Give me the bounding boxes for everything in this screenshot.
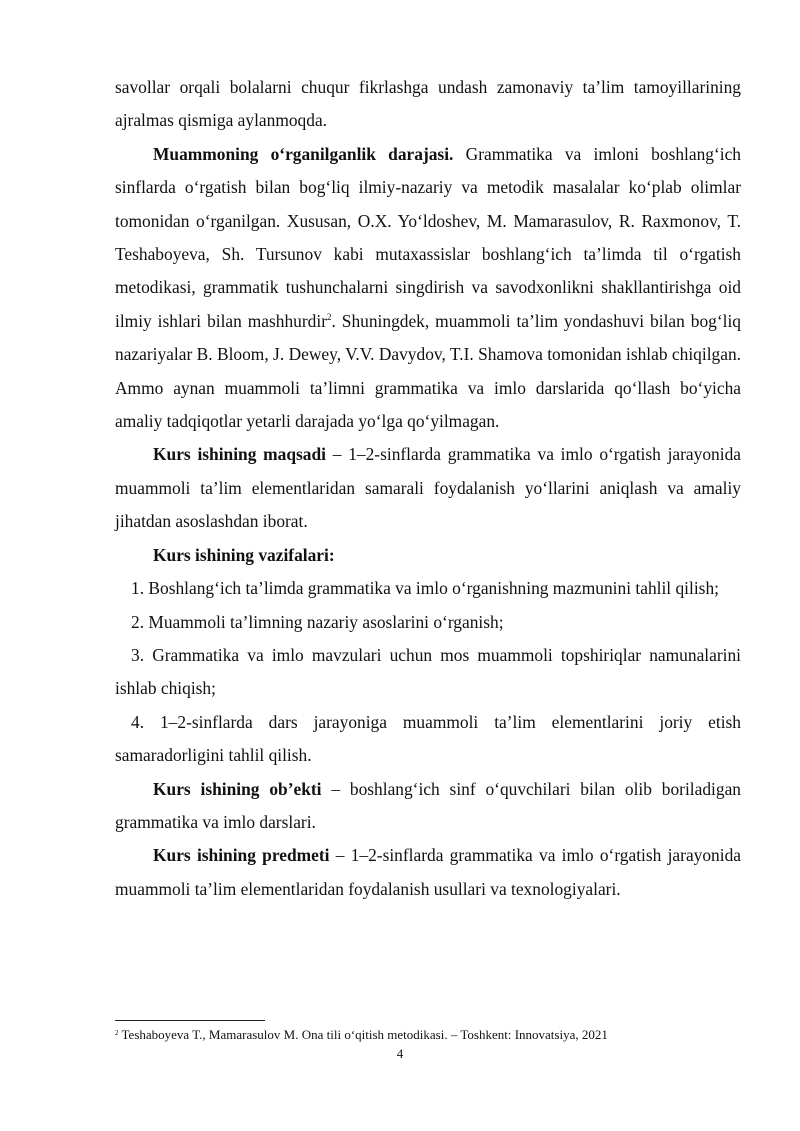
paragraph-goal — [115, 438, 741, 538]
paragraph-subject — [115, 839, 741, 906]
heading-subject: Kurs ishining predmeti — [153, 845, 330, 866]
paragraph-text: savollar orqali bolalarni chuqur fikrlashga undash zamonaviy ta’lim tamoyillarining ajralmas qismiga aylanmoqda. — [115, 77, 741, 131]
paragraph-text: – 1–2-sinflarda grammatika va imlo o‘rgatish jarayonida muammoli ta’lim elementlaridan foydalanish usullari va texnologiyalari. — [115, 845, 741, 899]
list-item-number: 3. — [131, 644, 145, 665]
list-item — [115, 706, 741, 773]
paragraph-tasks-heading — [115, 539, 741, 572]
list-item-number: 4. — [131, 711, 145, 732]
paragraph-text: Grammatika va imloni boshlang‘ich sinflarda o‘rgatish bilan bog‘liq ilmiy-nazariy va metodik masalalar ko‘plab olimlar tomonidan o‘rganilgan. Xususan, O.X. Yo‘ldoshev, M. Mamarasulov, R. Raxmonov, T. Teshaboyeva, Sh. Tursunov kabi mutaxassislar boshlang‘ich ta’limda til o‘rgatish metodikasi, grammatik tushunchalarni singdirish va savodxonlikni shakllantirishga oid ilmiy ishlari bilan mashhurdir — [115, 143, 742, 331]
footnote-divider — [115, 1020, 265, 1021]
paragraph-text: – 1–2-sinflarda grammatika va imlo o‘rgatish jarayonida muammoli ta’lim elementlaridan samarali foydalanish yo‘llarini aniqlash va amaliy jihatdan asoslashdan iborat. — [115, 444, 741, 532]
footnote-number: 2 — [115, 1029, 119, 1037]
list-item — [115, 606, 741, 639]
document-body — [115, 71, 741, 906]
paragraph-object — [115, 773, 741, 840]
list-item-number: 2. — [131, 611, 145, 632]
list-item-text: Grammatika va imlo mavzulari uchun mos muammoli topshiriqlar namunalarini ishlab chiqish; — [115, 644, 741, 699]
paragraph-research-level — [115, 138, 741, 439]
footnote-reference[interactable]: 2 — [327, 311, 332, 322]
paragraph-intro-continuation — [115, 71, 741, 138]
task-list — [115, 572, 741, 772]
list-item-number: 1. — [131, 578, 145, 599]
list-item — [115, 572, 741, 605]
list-item — [115, 639, 741, 706]
heading-goal: Kurs ishining maqsadi — [153, 444, 326, 465]
heading-object: Kurs ishining ob’ekti — [153, 778, 322, 799]
list-item-text: Muammoli ta’limning nazariy asoslarini o‘rganish; — [144, 611, 504, 632]
paragraph-text: . Shuningdek, muammoli ta’lim yondashuvi bilan bog‘liq nazariyalar B. Bloom, J. Dewey, V.V. Davydov, T.I. Shamova tomonidan ishlab chiqilgan. Ammo aynan muammoli ta’limni grammatika va imlo darslarida qo‘llash bo‘yicha amaliy tadqiqotlar yetarli darajada yo‘lga qo‘yilmagan. — [115, 310, 742, 432]
heading-research-level: Muammoning o‘rganilganlik darajasi. — [153, 143, 454, 164]
footnote — [115, 1027, 741, 1043]
footnote-text: Teshaboyeva T., Mamarasulov M. Ona tili o‘qitish metodikasi. – Toshkent: Innovatsiya, 2021 — [118, 1027, 608, 1042]
list-item-text: Boshlang‘ich ta’limda grammatika va imlo o‘rganishning mazmunini tahlil qilish; — [144, 578, 719, 599]
paragraph-text: – boshlang‘ich sinf o‘quvchilari bilan olib boriladigan grammatika va imlo darslari. — [115, 778, 741, 832]
page-number: 4 — [396, 1046, 404, 1061]
list-item-text: 1–2-sinflarda dars jarayoniga muammoli ta’lim elementlarini joriy etish samaradorligini tahlil qilish. — [115, 711, 741, 766]
heading-tasks: Kurs ishining vazifalari: — [153, 544, 335, 565]
